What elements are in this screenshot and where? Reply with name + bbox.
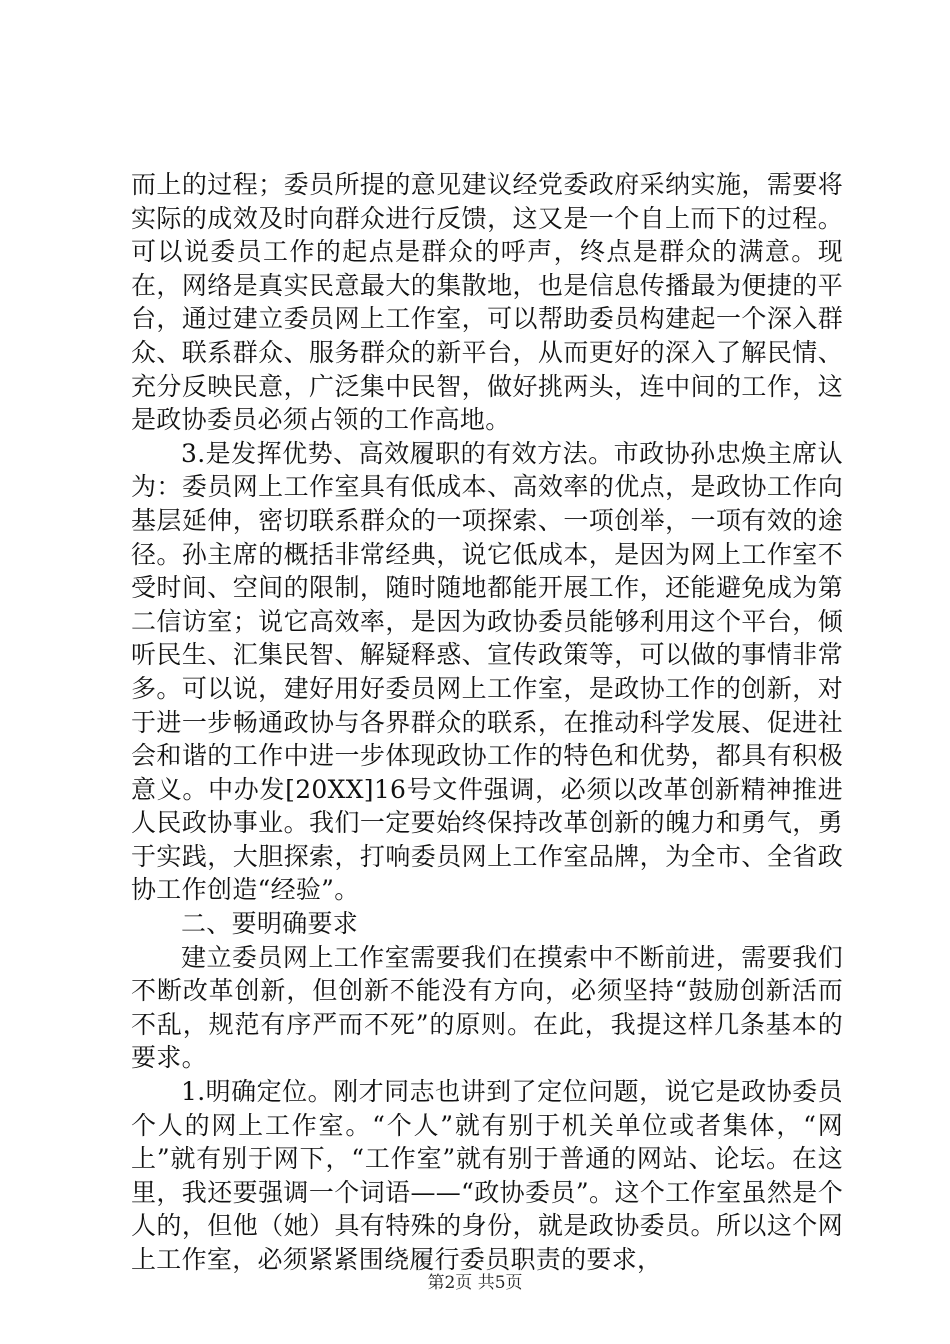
- paragraph-point-1: 1.明确定位。刚才同志也讲到了定位问题，说它是政协委员个人的网上工作室。“个人”就有别于机关单位或者集体，“网上”就有别于网下，“工作室”就有别于普通的网站、论坛。在这里，我还要强调一个词语——“政协委员”。这个工作室虽然是个人的，但他（她）具有特殊的身份，就是政协委员。所以这个网上工作室，必须紧紧围绕履行委员职责的要求，: [131, 1077, 843, 1274]
- paragraph-continuation: 而上的过程；委员所提的意见建议经党委政府采纳实施，需要将实际的成效及时向群众进行反馈，这又是一个自上而下的过程。可以说委员工作的起点是群众的呼声，终点是群众的满意。现在，网络是真实民意最大的集散地，也是信息传播最为便捷的平台，通过建立委员网上工作室，可以帮助委员构建起一个深入群众、联系群众、服务群众的新平台，从而更好的深入了解民情、充分反映民意，广泛集中民智，做好挑两头，连中间的工作，这是政协委员必须占领的工作高地。: [131, 170, 843, 435]
- page-number-footer: 第2页 共5页: [427, 1273, 523, 1293]
- paragraph-requirements-intro: 建立委员网上工作室需要我们在摸索中不断前进，需要我们不断改革创新，但创新不能没有方向，必须坚持“鼓励创新活而不乱，规范有序严而不死”的原则。在此，我提这样几条基本的要求。: [131, 942, 843, 1073]
- paragraph-point-3: 3.是发挥优势、高效履职的有效方法。市政协孙忠焕主席认为：委员网上工作室具有低成本、高效率的优点，是政协工作向基层延伸，密切联系群众的一项探索、一项创举，一项有效的途径。孙主席的概括非常经典，说它低成本，是因为网上工作室不受时间、空间的限制，随时随地都能开展工作，还能避免成为第二信访室；说它高效率，是因为政协委员能够利用这个平台，倾听民生、汇集民智、解疑释惑、宣传政策等，可以做的事情非常多。可以说，建好用好委员网上工作室，是政协工作的创新，对于进一步畅通政协与各界群众的联系，在推动科学发展、促进社会和谐的工作中进一步体现政协工作的特色和优势，都具有积极意义。中办发[20XX]16号文件强调，必须以改革创新精神推进人民政协事业。我们一定要始终保持改革创新的魄力和勇气，勇于实践，大胆探索，打响委员网上工作室品牌，为全市、全省政协工作创造“经验”。: [131, 438, 843, 905]
- document-body: [131, 168, 843, 1277]
- section-heading-2: 二、要明确要求: [181, 909, 359, 939]
